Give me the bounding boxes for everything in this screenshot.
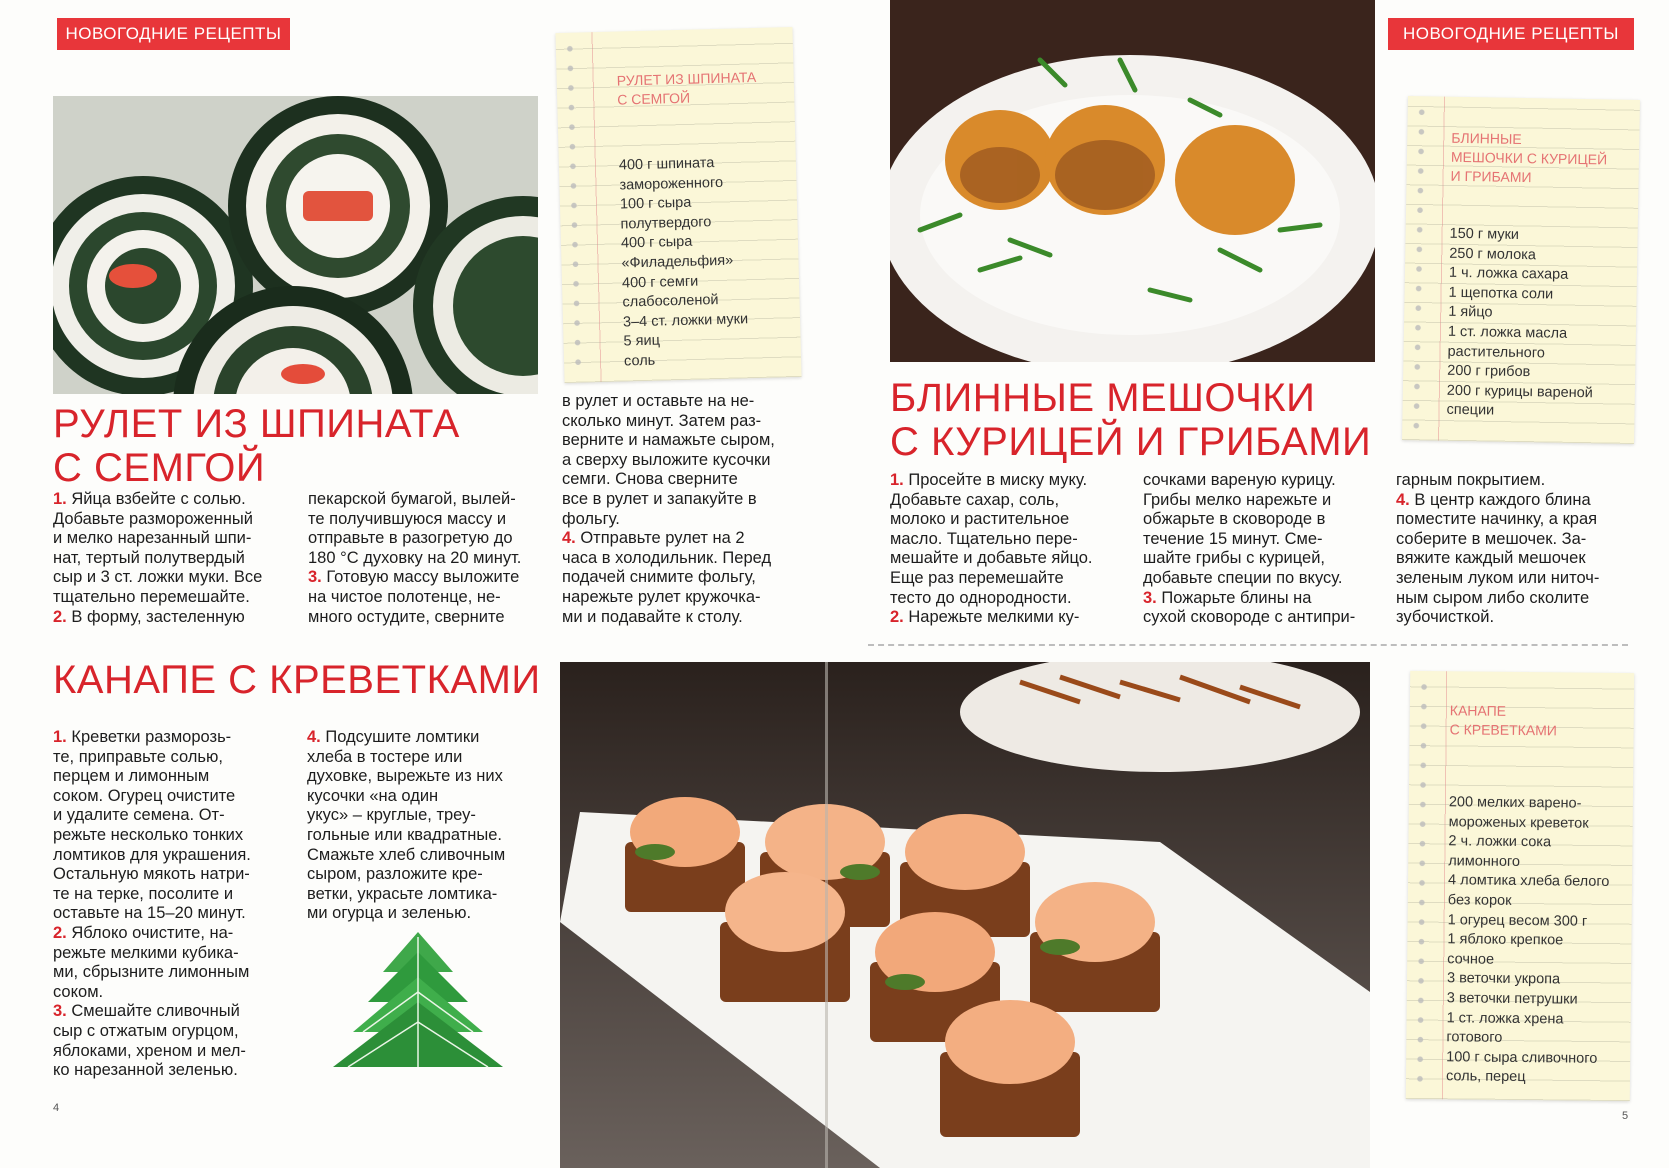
text-line	[53, 767, 293, 787]
step-text: течение 15 минут. Сме-	[1143, 529, 1323, 548]
ingredient-item: 2 ч. ложки сока	[1448, 833, 1552, 851]
step-text: соком.	[53, 982, 104, 1001]
ingredient-item: мороженых креветок	[1448, 813, 1589, 832]
step-number: 3.	[1143, 588, 1157, 607]
step-text: молоко и растительное	[890, 510, 1070, 529]
ingredient-item: 3 веточки петрушки	[1446, 990, 1578, 1008]
ingredients-list	[1446, 793, 1610, 1089]
text-line	[308, 608, 548, 628]
text-line	[562, 431, 802, 451]
text-line	[1396, 510, 1641, 530]
text-line	[1143, 491, 1388, 511]
step-text: В форму, застеленную	[66, 607, 245, 626]
step-text: ми, сбрызните лимонным	[53, 963, 250, 982]
step-text: нарежьте рулет кружочка-	[562, 587, 761, 606]
step-text: Смажьте хлеб сливочным	[307, 845, 506, 864]
recipe1-column-3	[562, 392, 802, 627]
text-line	[890, 589, 1135, 609]
banner-label: НОВОГОДНИЕ РЕЦЕПТЫ	[1403, 24, 1619, 43]
text-line	[307, 826, 547, 846]
step-text: ми огурца и зеленью.	[307, 904, 472, 923]
ingredients-card-title	[616, 68, 757, 110]
step-number: 1.	[53, 728, 67, 746]
text-line	[308, 490, 548, 510]
ingredient-item: 1 ст. ложка хрена	[1446, 1009, 1564, 1027]
ingredient-item: 100 г сыра сливочного	[1446, 1048, 1598, 1067]
ingredients-card-canapes	[1406, 671, 1634, 1101]
ingredient-item: 4 ломтика хлеба белого	[1447, 872, 1610, 891]
text-line	[53, 1061, 293, 1081]
recipe1-column-1	[53, 490, 293, 627]
section-banner-right	[1388, 18, 1634, 50]
ingredient-item: 400 г сыра	[620, 234, 693, 252]
step-text: Нарежьте мелкими ку-	[903, 608, 1080, 627]
page-number-right: 5	[1622, 1110, 1629, 1122]
recipe1-column-2	[308, 490, 548, 627]
text-line	[1143, 589, 1388, 609]
card-title-line: КАНАПЕ	[1449, 702, 1507, 719]
ingredient-item: 1 огурец весом 300 г	[1447, 911, 1588, 930]
step-text: обжарьте в сковороде в	[1143, 510, 1326, 529]
text-line	[53, 608, 293, 628]
recipe3-column-1	[53, 728, 293, 1081]
text-line	[562, 392, 802, 412]
text-line	[890, 471, 1135, 491]
text-line	[53, 748, 293, 768]
step-number: 1.	[890, 471, 904, 489]
text-line	[53, 885, 293, 905]
ingredient-item: сочное	[1447, 950, 1495, 968]
step-text: мешайте и добавьте яйцо.	[890, 549, 1093, 568]
text-line	[53, 846, 293, 866]
recipe2-column-3	[1396, 471, 1641, 628]
step-text: сыр и 3 ст. ложки муки. Все	[53, 568, 263, 587]
text-line	[308, 568, 548, 588]
ingredient-item: 3 веточки укропа	[1446, 970, 1561, 988]
step-text: сочками вареную курицу.	[1143, 471, 1336, 489]
ingredient-item: 200 г грибов	[1447, 362, 1531, 381]
text-line	[1396, 549, 1641, 569]
text-line	[307, 728, 547, 748]
text-line	[308, 549, 548, 569]
ingredients-card-spinach-roll	[555, 27, 801, 383]
step-text: а сверху выложите кусочки	[562, 450, 771, 469]
step-text: Креветки разморозь-	[66, 728, 232, 746]
text-line	[890, 510, 1135, 530]
step-text: верните и намажьте сыром,	[562, 431, 775, 450]
card-title-line: С КРЕВЕТКАМИ	[1449, 721, 1557, 739]
text-line	[53, 1022, 293, 1042]
text-line	[562, 490, 802, 510]
step-text: укус» – круглые, треу-	[307, 806, 476, 825]
text-line	[53, 904, 293, 924]
notebook-spiral	[562, 41, 587, 375]
text-line	[53, 865, 293, 885]
text-line	[1143, 549, 1388, 569]
step-text: В центр каждого блина	[1409, 490, 1591, 509]
step-text: сухой сковороде с антипри-	[1143, 608, 1356, 627]
text-line	[307, 748, 547, 768]
step-text: Подсушите ломтики	[320, 728, 480, 746]
ingredient-item: соль, перец	[1445, 1068, 1526, 1086]
ingredient-item: без корок	[1447, 892, 1512, 909]
step-number: 3.	[53, 1002, 67, 1021]
step-text: духовке, вырежьте из них	[307, 767, 503, 786]
text-line	[308, 588, 548, 608]
spinach-roll-photo	[53, 96, 538, 394]
title-line: РУЛЕТ ИЗ ШПИНАТА	[53, 402, 460, 446]
recipe-title-canapes: КАНАПЕ С КРЕВЕТКАМИ	[53, 658, 541, 702]
text-line	[53, 549, 293, 569]
step-text: Смешайте сливочный	[66, 1002, 240, 1021]
text-line	[1396, 530, 1641, 550]
text-line	[53, 806, 293, 826]
step-text: поместите начинку, а края	[1396, 510, 1598, 529]
text-line	[53, 983, 293, 1003]
step-text: Отправьте рулет на 2	[575, 529, 745, 548]
text-line	[890, 608, 1135, 628]
banner-label: НОВОГОДНИЕ РЕЦЕПТЫ	[65, 24, 282, 43]
ingredient-item: 1 ч. ложка сахара	[1448, 264, 1569, 284]
ingredient-item: 3–4 ст. ложки муки	[622, 310, 749, 331]
text-line	[562, 549, 802, 569]
step-text: соберите в мешочек. За-	[1396, 529, 1587, 548]
step-text: сколько минут. Затем раз-	[562, 411, 762, 430]
ingredient-item: готового	[1446, 1029, 1503, 1046]
text-line	[53, 924, 293, 944]
step-text: Добавьте размороженный	[53, 509, 253, 528]
step-text: ко нарезанной зеленью.	[53, 1061, 238, 1080]
text-line	[890, 549, 1135, 569]
ingredient-item: замороженного	[619, 174, 724, 194]
step-text: сыр с отжатым огурцом,	[53, 1021, 239, 1040]
card-title-line: И ГРИБАМИ	[1450, 167, 1532, 186]
recipe2-column-1	[890, 471, 1135, 628]
step-text: соком. Огурец очистите	[53, 786, 236, 805]
text-line	[562, 568, 802, 588]
title-line: С КУРИЦЕЙ И ГРИБАМИ	[890, 420, 1372, 464]
step-text: 180 °С духовку на 20 минут.	[308, 548, 522, 567]
step-text: режьте мелкими кубика-	[53, 943, 239, 962]
text-line	[307, 767, 547, 787]
step-text: те получившуюся массу и	[308, 509, 507, 528]
ingredient-item: 250 г молока	[1449, 245, 1537, 263]
step-text: и мелко нарезанный шпи-	[53, 529, 252, 548]
step-text: Остальную мякоть натри-	[53, 865, 250, 884]
title-line: БЛИННЫЕ МЕШОЧКИ	[890, 376, 1316, 420]
section-divider	[868, 644, 1628, 646]
step-text: сыром, разложите кре-	[307, 865, 483, 884]
ingredient-item: 200 г курицы вареной	[1446, 382, 1593, 402]
text-line	[1396, 471, 1641, 491]
text-line	[1143, 569, 1388, 589]
step-number: 2.	[53, 923, 67, 942]
recipe-title-spinach-roll	[53, 404, 460, 488]
step-text: Грибы мелко нарежьте и	[1143, 490, 1332, 509]
card-title-line: С СЕМГОЙ	[617, 89, 691, 108]
text-line	[890, 569, 1135, 589]
step-number: 2.	[890, 608, 904, 627]
step-text: Яйца взбейте с солью.	[66, 490, 246, 508]
ingredient-item: 200 мелких варено-	[1448, 794, 1582, 812]
ingredient-item: растительного	[1447, 343, 1546, 361]
notebook-spiral	[1408, 104, 1430, 432]
text-line	[307, 904, 547, 924]
step-text: перцем и лимонным	[53, 767, 210, 786]
ingredient-item: 150 г муки	[1449, 225, 1520, 243]
text-line	[53, 1002, 293, 1022]
text-line	[1396, 491, 1641, 511]
text-line	[307, 787, 547, 807]
text-line	[53, 787, 293, 807]
step-text: масло. Тщательно пере-	[890, 529, 1078, 548]
ingredient-item: 400 г шпината	[618, 155, 715, 174]
text-line	[562, 510, 802, 530]
step-text: гарным покрытием.	[1396, 471, 1546, 489]
text-line	[890, 491, 1135, 511]
step-number: 3.	[308, 568, 322, 587]
ingredient-item: специи	[1446, 402, 1495, 419]
text-line	[307, 806, 547, 826]
crepe-pouches-photo	[890, 0, 1375, 362]
ingredient-item: соль	[623, 352, 656, 370]
step-text: Пожарьте блины на	[1156, 588, 1312, 607]
text-line	[53, 728, 293, 748]
text-line	[1396, 569, 1641, 589]
step-text: те, приправьте солью,	[53, 747, 223, 766]
text-line	[53, 1042, 293, 1062]
ingredients-list	[1446, 225, 1595, 423]
step-text: шайте грибы с курицей,	[1143, 549, 1326, 568]
text-line	[308, 510, 548, 530]
text-line	[890, 530, 1135, 550]
text-line	[53, 963, 293, 983]
step-text: ветки, украсьте ломтика-	[307, 884, 498, 903]
step-text: ным сыром либо сколите	[1396, 588, 1590, 607]
step-text: много остудите, сверните	[308, 607, 505, 626]
text-line	[1396, 608, 1641, 628]
step-text: все в рулет и запакуйте в	[562, 489, 757, 508]
step-text: пекарской бумагой, вылей-	[308, 490, 516, 508]
ingredient-item: полутвердого	[620, 213, 712, 233]
ingredients-list	[619, 153, 750, 372]
step-text: семги. Снова сверните	[562, 470, 738, 489]
text-line	[562, 470, 802, 490]
text-line	[307, 865, 547, 885]
step-text: отправьте в разогретую до	[308, 529, 513, 548]
text-line	[53, 568, 293, 588]
step-number: 4.	[1396, 490, 1410, 509]
step-text: те на терке, посолите и	[53, 884, 234, 903]
step-text: Яблоко очистите, на-	[66, 923, 234, 942]
card-title-line: МЕШОЧКИ С КУРИЦЕЙ	[1450, 148, 1608, 168]
text-line	[562, 451, 802, 471]
step-number: 4.	[307, 728, 321, 746]
step-text: зубочисткой.	[1396, 608, 1495, 627]
ingredient-item: слабосоленой	[622, 292, 719, 311]
step-text: и удалите семена. От-	[53, 806, 225, 825]
text-line	[1143, 530, 1388, 550]
step-text: Готовую массу выложите	[321, 568, 520, 587]
text-line	[562, 412, 802, 432]
step-text: Еще раз перемешайте	[890, 568, 1064, 587]
ingredient-item: 1 щепотка соли	[1448, 284, 1554, 303]
title-line: С СЕМГОЙ	[53, 446, 266, 490]
text-line	[53, 944, 293, 964]
step-text: фольгу.	[562, 509, 620, 528]
text-line	[307, 846, 547, 866]
ingredient-item: лимонного	[1448, 853, 1521, 870]
recipe3-column-2	[307, 728, 547, 924]
step-text: ми и подавайте к столу.	[562, 607, 743, 626]
step-text: на чистое полотенце, не-	[308, 587, 501, 606]
step-text: добавьте специи по вкусу.	[1143, 568, 1343, 587]
canapes-photo	[560, 662, 1370, 1168]
text-line	[53, 529, 293, 549]
step-number: 1.	[53, 490, 67, 508]
step-text: подачей снимите фольгу,	[562, 568, 756, 587]
step-text: нат, тертый полутвердый	[53, 548, 245, 567]
step-number: 4.	[562, 529, 576, 548]
step-text: тесто до однородности.	[890, 588, 1072, 607]
step-number: 2.	[53, 607, 67, 626]
ingredient-item: 1 яйцо	[1448, 304, 1493, 321]
text-line	[53, 826, 293, 846]
text-line	[1143, 471, 1388, 491]
text-line	[53, 588, 293, 608]
ingredients-card-crepe-pouches	[1402, 96, 1640, 444]
step-text: гольные или квадратные.	[307, 825, 502, 844]
text-line	[562, 608, 802, 628]
step-text: в рулет и оставьте на не-	[562, 392, 755, 410]
text-line	[1143, 608, 1388, 628]
text-line	[307, 885, 547, 905]
text-line	[1396, 589, 1641, 609]
step-text: часа в холодильник. Перед	[562, 548, 772, 567]
step-text: вяжите каждый мешочек	[1396, 549, 1586, 568]
text-line	[1143, 510, 1388, 530]
step-text: яблоками, хреном и мел-	[53, 1041, 246, 1060]
text-line	[562, 529, 802, 549]
christmas-tree-icon	[323, 932, 513, 1072]
text-line	[53, 510, 293, 530]
ingredient-item: 1 ст. ложка масла	[1447, 323, 1568, 342]
step-text: режьте несколько тонких	[53, 825, 244, 844]
ingredient-item: 100 г сыра	[619, 194, 692, 213]
text-line	[562, 588, 802, 608]
step-text: ломтиков для украшения.	[53, 845, 251, 864]
text-line	[53, 490, 293, 510]
card-title-line: РУЛЕТ ИЗ ШПИНАТА	[616, 68, 757, 89]
step-text: Добавьте сахар, соль,	[890, 490, 1060, 509]
text-line	[308, 529, 548, 549]
ingredients-card-title	[1450, 129, 1607, 189]
ingredients-card-title	[1450, 701, 1558, 740]
ingredient-item: 1 яблоко крепкое	[1447, 931, 1564, 949]
step-text: кусочки «на один	[307, 786, 439, 805]
recipe-title-crepe-pouches	[890, 378, 1371, 462]
page-number-left: 4	[53, 1102, 60, 1114]
notebook-spiral	[1412, 679, 1432, 1091]
ingredient-item: «Филадельфия»	[621, 252, 734, 272]
recipe2-column-2	[1143, 471, 1388, 628]
step-text: зеленым луком или ниточ-	[1396, 568, 1600, 587]
ingredient-item: 5 яиц	[623, 332, 661, 350]
step-text: оставьте на 15–20 минут.	[53, 904, 246, 923]
section-banner-left	[57, 18, 290, 50]
step-text: хлеба в тостере или	[307, 747, 463, 766]
card-title-line: БЛИННЫЕ	[1451, 129, 1522, 147]
ingredient-item: 400 г семги	[621, 273, 699, 292]
step-text: тщательно перемешайте.	[53, 587, 250, 606]
step-text: Просейте в миску муку.	[903, 471, 1088, 489]
